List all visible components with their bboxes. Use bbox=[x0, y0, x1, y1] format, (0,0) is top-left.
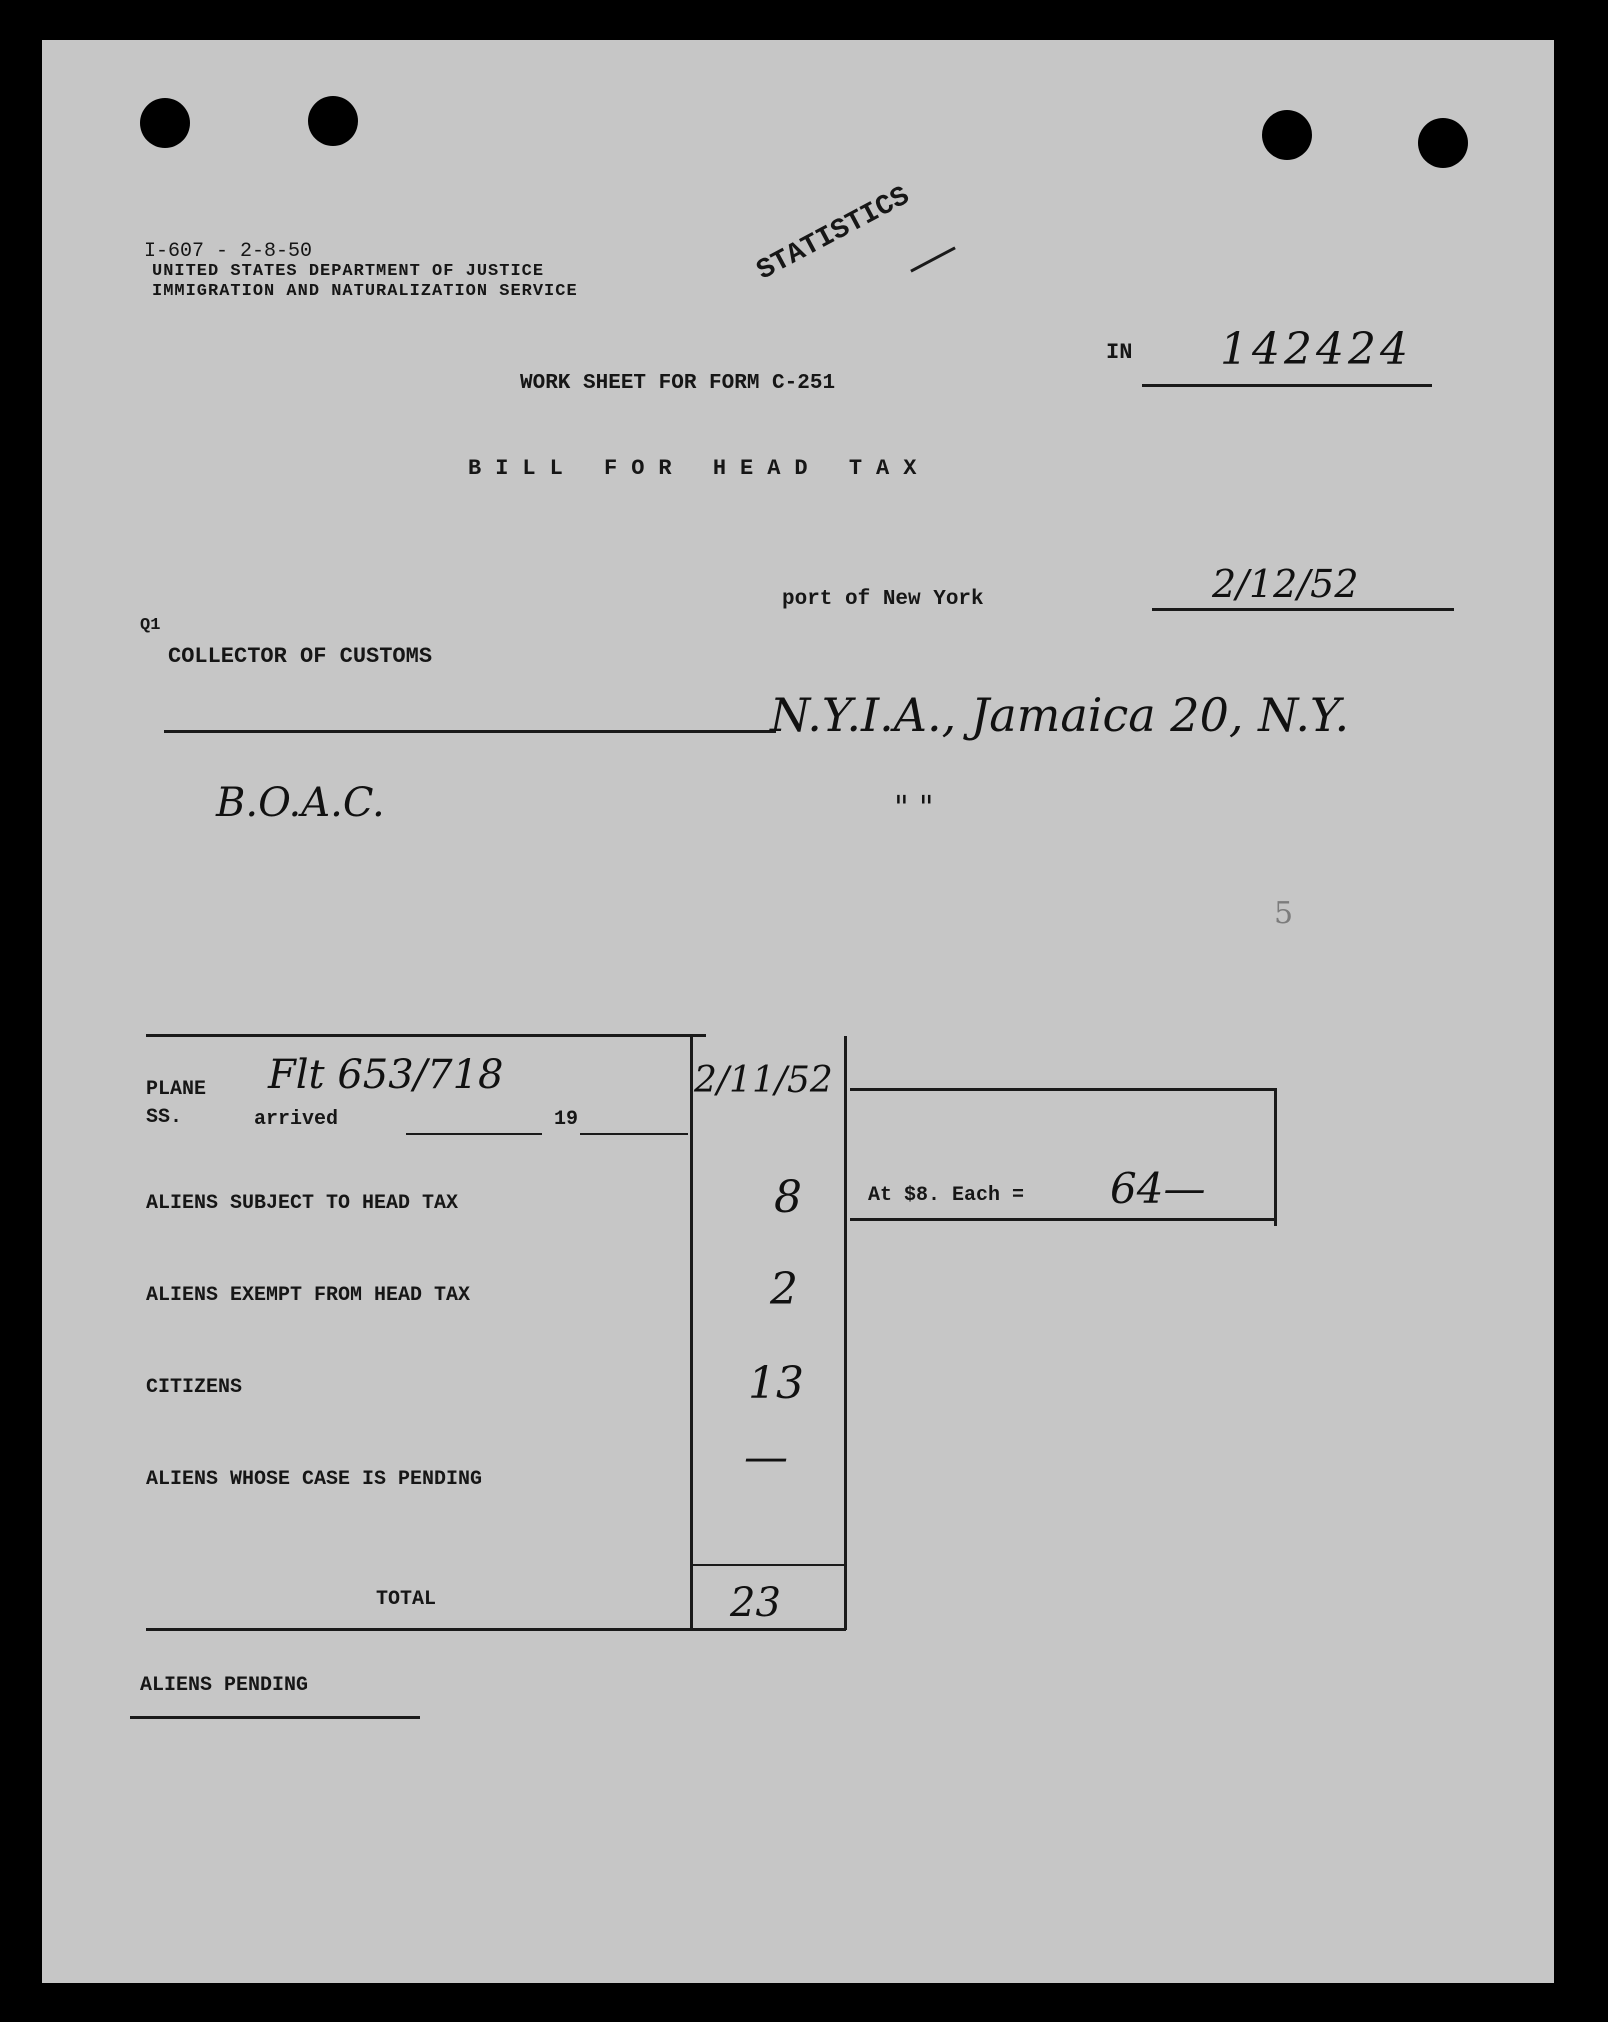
table-bottom-rule bbox=[146, 1628, 846, 1631]
service-name: IMMIGRATION AND NATURALIZATION SERVICE bbox=[152, 282, 578, 301]
total-value: 23 bbox=[730, 1580, 781, 1626]
location-handwritten: N.Y.I.A., Jamaica 20, N.Y. bbox=[770, 688, 1350, 742]
table-right-border bbox=[844, 1036, 847, 1630]
tax-amount: 64— bbox=[1110, 1164, 1206, 1213]
plane-label: PLANE bbox=[146, 1078, 207, 1101]
stamp-mark bbox=[910, 246, 956, 272]
flight-number: Flt 653/718 bbox=[268, 1052, 504, 1098]
row-label-pending: ALIENS WHOSE CASE IS PENDING bbox=[146, 1468, 483, 1491]
punch-hole bbox=[140, 98, 190, 148]
punch-hole bbox=[1418, 118, 1468, 168]
arrived-label: arrived bbox=[254, 1108, 339, 1131]
total-rule bbox=[692, 1564, 846, 1566]
row-value-pending: — bbox=[744, 1432, 788, 1483]
tax-box-right bbox=[1274, 1088, 1277, 1226]
arrived-blank bbox=[406, 1133, 542, 1135]
row-value-exempt: 2 bbox=[770, 1264, 798, 1315]
in-label: IN bbox=[1106, 340, 1133, 365]
punch-hole bbox=[1262, 110, 1312, 160]
year-label: 19 bbox=[554, 1108, 579, 1131]
total-label: TOTAL bbox=[376, 1588, 437, 1611]
worksheet-title: WORK SHEET FOR FORM C-251 bbox=[520, 372, 836, 395]
tax-box-top bbox=[850, 1088, 1276, 1091]
table-top-rule bbox=[146, 1034, 706, 1037]
row-label-exempt: ALIENS EXEMPT FROM HEAD TAX bbox=[146, 1284, 471, 1307]
document-page bbox=[42, 40, 1554, 1983]
date-underline bbox=[1152, 608, 1454, 611]
tax-box-bottom bbox=[850, 1218, 1276, 1221]
statistics-stamp: STATISTICS bbox=[752, 181, 915, 288]
year-blank bbox=[580, 1133, 688, 1135]
recipient-underline bbox=[164, 730, 776, 733]
row-label-citizens: CITIZENS bbox=[146, 1376, 243, 1399]
bill-date: 2/12/52 bbox=[1212, 562, 1359, 606]
port-label: port of New York bbox=[782, 588, 984, 611]
recipient-prefix: Q1 bbox=[140, 616, 161, 635]
form-number: I-607 - 2-8-50 bbox=[144, 240, 313, 263]
table-divider bbox=[690, 1034, 693, 1630]
row-value-citizens: 13 bbox=[748, 1358, 804, 1409]
aliens-pending-underline bbox=[130, 1716, 420, 1719]
row-value-subject: 8 bbox=[774, 1172, 802, 1223]
punch-hole bbox=[308, 96, 358, 146]
row-label-subject: ALIENS SUBJECT TO HEAD TAX bbox=[146, 1192, 459, 1215]
in-number-underline bbox=[1142, 384, 1432, 387]
ditto-marks: " " bbox=[894, 788, 934, 826]
tax-rate-label: At $8. Each = bbox=[868, 1184, 1025, 1207]
in-number: 142424 bbox=[1220, 324, 1412, 375]
ss-label: SS. bbox=[146, 1106, 183, 1129]
aliens-pending-label: ALIENS PENDING bbox=[140, 1674, 309, 1697]
page-mark: 5 bbox=[1274, 896, 1294, 931]
recipient-name: COLLECTOR OF CUSTOMS bbox=[168, 644, 433, 669]
department-name: UNITED STATES DEPARTMENT OF JUSTICE bbox=[152, 262, 545, 281]
bill-title: BILL FOR HEAD TAX bbox=[468, 456, 931, 481]
arrival-date: 2/11/52 bbox=[694, 1060, 833, 1101]
carrier-handwritten: B.O.A.C. bbox=[216, 780, 385, 826]
